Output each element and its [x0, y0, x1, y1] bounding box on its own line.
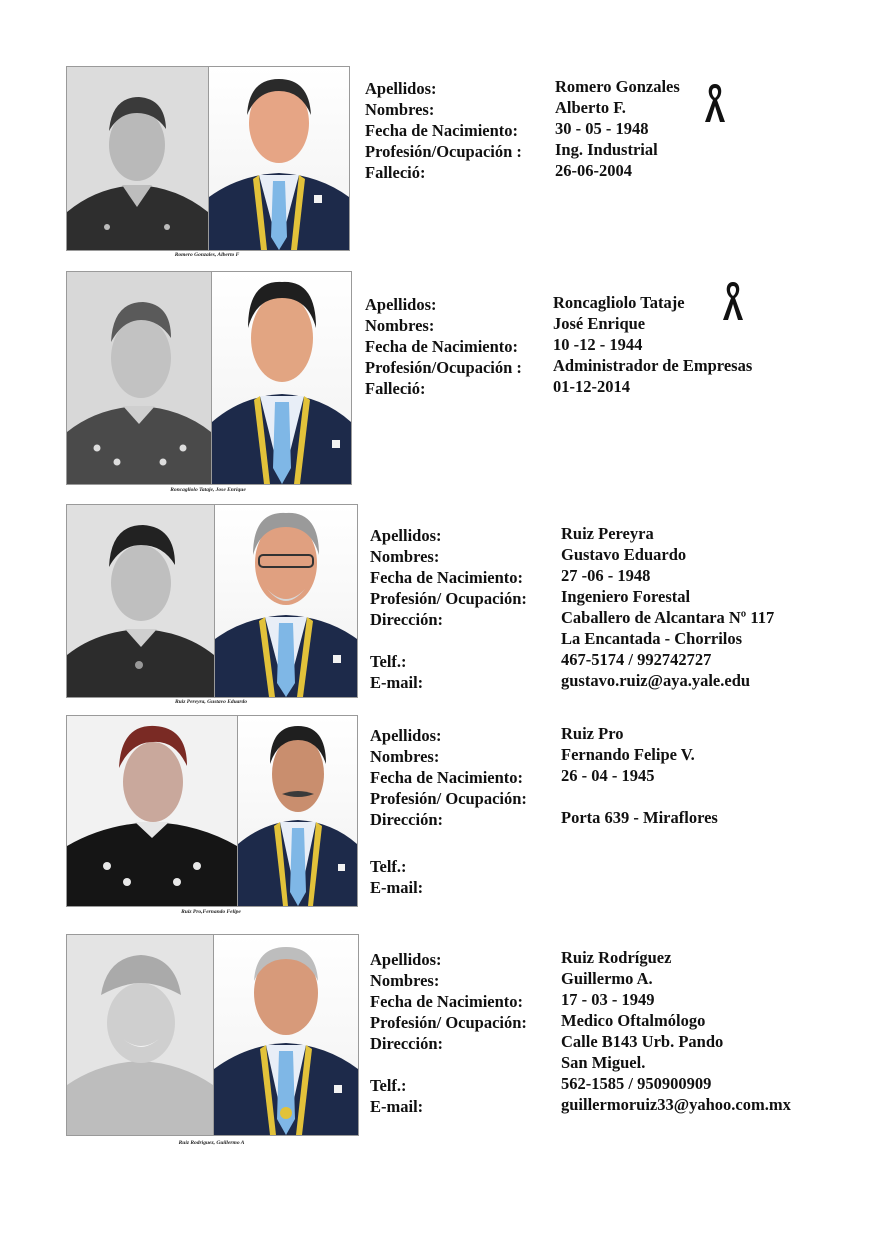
value-nombres: Guillermo A.	[561, 969, 653, 988]
field-labels	[370, 525, 527, 693]
label-nombres: Nombres:	[370, 971, 440, 990]
value-fecha: 30 - 05 - 1948	[555, 119, 649, 138]
label-profesion: Profesión/ Ocupación:	[370, 789, 527, 808]
label-apellidos: Apellidos:	[370, 526, 442, 545]
label-fecha: Fecha de Nacimiento:	[370, 768, 524, 787]
label-nombres: Nombres:	[365, 316, 435, 335]
field-values	[561, 947, 791, 1115]
value-apellidos: Ruiz Rodríguez	[561, 948, 672, 967]
label-telf: Telf.:	[370, 1076, 407, 1095]
portrait-photo-3	[214, 504, 358, 698]
value-direccion-line2: La Encantada - Chorrilos	[561, 629, 743, 648]
label-profesion: Profesión/ Ocupación:	[370, 1013, 527, 1032]
label-apellidos: Apellidos:	[365, 295, 437, 314]
value-profesion: Ingeniero Forestal	[561, 587, 691, 606]
field-labels	[365, 294, 522, 399]
portrait-photo-2	[211, 271, 352, 485]
label-direccion: Dirección:	[370, 610, 444, 629]
value-nombres: Alberto F.	[555, 98, 626, 117]
portrait-photo-5	[213, 934, 359, 1136]
value-fecha: 27 -06 - 1948	[561, 566, 651, 585]
field-labels	[370, 725, 527, 898]
portrait-photo-4	[237, 715, 358, 907]
value-profesion: Ing. Industrial	[555, 140, 658, 159]
label-apellidos: Apellidos:	[370, 726, 442, 745]
value-email[interactable]: gustavo.ruiz@aya.yale.edu	[561, 671, 751, 690]
label-apellidos: Apellidos:	[370, 950, 442, 969]
value-profesion: Administrador de Empresas	[553, 356, 753, 375]
label-email: E-mail:	[370, 673, 424, 692]
photo-caption: Romero Gonzales, Alberto F	[174, 252, 240, 258]
label-email: E-mail:	[370, 878, 424, 897]
label-fallecio: Falleció:	[365, 379, 426, 398]
value-direccion-line1: Porta 639 - Miraflores	[561, 808, 718, 827]
field-values	[561, 723, 718, 891]
label-fecha: Fecha de Nacimiento:	[370, 568, 524, 587]
label-nombres: Nombres:	[370, 747, 440, 766]
value-apellidos: Romero Gonzales	[555, 77, 680, 96]
value-fecha: 10 -12 - 1944	[553, 335, 643, 354]
label-telf: Telf.:	[370, 652, 407, 671]
value-telf: 562-1585 / 950900909	[561, 1074, 712, 1093]
mourning-ribbon-icon	[721, 280, 745, 322]
value-fallecio: 01-12-2014	[553, 377, 630, 396]
label-email: E-mail:	[370, 1097, 424, 1116]
value-email	[561, 870, 718, 891]
cadet-photo-1	[66, 66, 209, 251]
field-labels	[370, 949, 527, 1117]
mourning-ribbon-icon	[703, 82, 727, 124]
label-profesion: Profesión/ Ocupación:	[370, 589, 527, 608]
label-nombres: Nombres:	[365, 100, 435, 119]
label-fecha: Fecha de Nacimiento:	[370, 992, 524, 1011]
photo-caption: Ruiz Pro,Fernando Felipe	[181, 909, 241, 915]
label-profesion: Profesión/Ocupación :	[365, 358, 522, 377]
label-fecha: Fecha de Nacimiento:	[365, 121, 519, 140]
value-profesion: Medico Oftalmólogo	[561, 1011, 706, 1030]
cadet-photo-4	[66, 715, 238, 907]
cadet-photo-5	[66, 934, 214, 1136]
label-telf: Telf.:	[370, 857, 407, 876]
value-direccion-line1: Caballero de Alcantara Nº 117	[561, 608, 775, 627]
value-nombres: Gustavo Eduardo	[561, 545, 687, 564]
value-fallecio: 26-06-2004	[555, 161, 632, 180]
value-apellidos: Roncagliolo Tataje	[553, 293, 685, 312]
value-nombres: Fernando Felipe V.	[561, 745, 695, 764]
portrait-photo-1	[208, 66, 350, 251]
cadet-photo-2	[66, 271, 212, 485]
photo-caption: Roncagliolo Tataje, Jose Enrique	[170, 487, 246, 493]
cadet-photo-3	[66, 504, 215, 698]
value-email[interactable]: guillermoruiz33@yahoo.com.mx	[561, 1095, 791, 1114]
value-direccion-line2: San Miguel.	[561, 1053, 646, 1072]
value-profesion	[561, 786, 718, 807]
value-fecha: 17 - 03 - 1949	[561, 990, 655, 1009]
value-apellidos: Ruiz Pereyra	[561, 524, 654, 543]
value-direccion-line1: Calle B143 Urb. Pando	[561, 1032, 724, 1051]
field-values	[555, 76, 680, 181]
label-profesion: Profesión/Ocupación :	[365, 142, 522, 161]
field-labels	[365, 78, 522, 183]
label-fecha: Fecha de Nacimiento:	[365, 337, 519, 356]
value-fecha: 26 - 04 - 1945	[561, 766, 655, 785]
photo-caption: Ruiz Rodriguez, Guillermo A	[178, 1140, 245, 1146]
label-apellidos: Apellidos:	[365, 79, 437, 98]
value-telf: 467-5174 / 992742727	[561, 650, 712, 669]
photo-caption: Ruiz Pereyra, Gustavo Eduardo	[174, 699, 248, 705]
label-direccion: Dirección:	[370, 810, 444, 829]
value-apellidos: Ruiz Pro	[561, 724, 624, 743]
field-values	[561, 523, 774, 691]
value-telf	[561, 849, 718, 870]
label-nombres: Nombres:	[370, 547, 440, 566]
label-direccion: Dirección:	[370, 1034, 444, 1053]
value-nombres: José Enrique	[553, 314, 646, 333]
label-fallecio: Falleció:	[365, 163, 426, 182]
